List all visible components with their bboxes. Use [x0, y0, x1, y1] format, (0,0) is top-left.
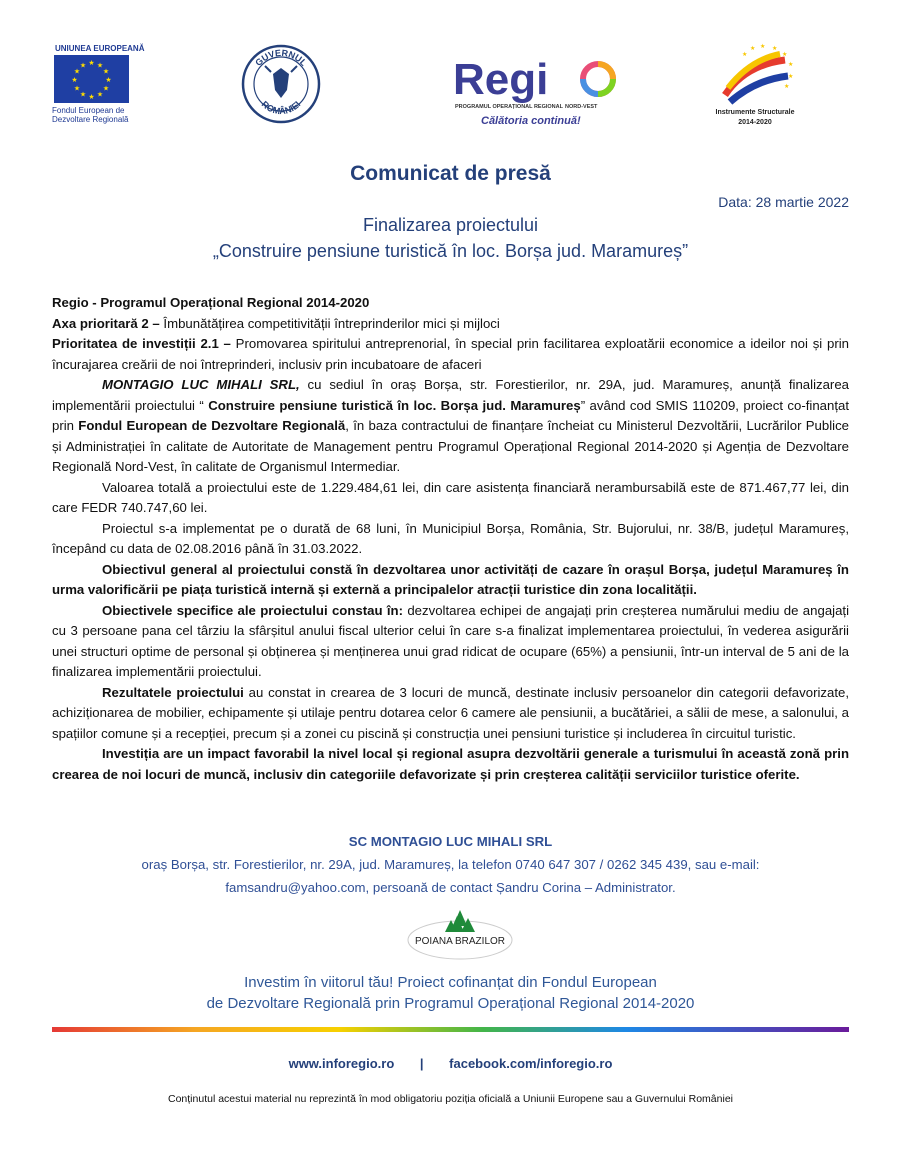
footer-separator: | [419, 1056, 424, 1071]
p1-text-c: , în baza contractului de finanțare încheiat cu Ministerul Dezvoltării, Lucrărilor Publice și Administrației în calitate de Autoritate de Management pentru Programul Operațional Regional 2014-2020 și Agenția de Dezvoltare Regională Nord-Vest, în calitate de Organismul Intermediar. [52, 418, 849, 474]
paragraph-general-objective: Obiectivul general al proiectului constă în dezvoltarea unor activități de cazare în orașul Borșa, județul Maramureș în urma valorificării pe piața turistică internă și externă a principalelor atracții turistice din zona localității. [52, 561, 849, 597]
svg-text:★: ★ [742, 51, 748, 58]
specific-objectives-text: dezvoltarea echipei de angajați prin creșterea numărului mediu de angajați cu 3 persoane pana cel târziu la sfârșitul anului fiscal ulterior celui în care s-a finalizat implementarea proiectului, în vederea asigurării unei structuri optime de personal și obținerea și menținerea unui grad ridicat de ocupare (65%) a pensiunii, într-un interval de 5 ani de la finalizarea implementării proiectului. [52, 602, 850, 679]
poiana-brazilor-label: POIANA BRAZILOR [414, 936, 506, 947]
paragraph-results [52, 683, 849, 745]
svg-text:2014-2020: 2014-2020 [738, 119, 772, 126]
svg-text:★: ★ [102, 67, 110, 76]
svg-text:★: ★ [88, 59, 95, 67]
svg-text:GUVERNUL: GUVERNUL [253, 47, 309, 68]
specific-objectives-label: Obiectivele specifice ale proiectului constau în: [102, 602, 403, 618]
eu-caption-line-1: Fondul European de [52, 106, 125, 115]
cofinancing-line-2: de Dezvoltare Regională prin Programul Operațional Regional 2014-2020 [206, 995, 695, 1012]
program-line: Regio - Programul Operațional Regional 2014-2020 [52, 295, 370, 310]
svg-text:★: ★ [73, 67, 81, 76]
svg-text:★: ★ [79, 61, 87, 70]
prioritate-text: Promovarea spiritului antreprenorial, în special prin facilitarea exploatării economice a ideilor noi și prin încurajarea creării de noi întreprinderi, inclusiv prin incubatoare de afaceri [52, 336, 849, 372]
fund-name: Fondul European de Dezvoltare Regională [78, 418, 346, 433]
results-label: Rezultatele proiectului [102, 684, 244, 700]
svg-text:★: ★ [788, 61, 794, 68]
svg-text:★: ★ [788, 73, 794, 80]
axa-text: Îmbunătățirea competitivității întreprinderilor mici și mijloci [159, 315, 500, 331]
svg-text:★: ★ [750, 45, 756, 52]
facebook-link[interactable]: facebook.com/inforegio.ro [449, 1056, 613, 1071]
svg-text:★: ★ [784, 83, 790, 90]
cofinancing-line-1: Investim în viitorul tău! Proiect cofinanțat din Fondul European [244, 974, 657, 991]
svg-text:★: ★ [760, 43, 766, 50]
paragraph-duration: Proiectul s-a implementat pe o durată de 68 luni, în Municipiul Borșa, România, Str. Bujorului, nr. 38/B, județul Maramureș, începând cu data de 02.08.2016 până în 31.03.2022. [52, 520, 849, 556]
svg-text:NORD-VEST: NORD-VEST [565, 104, 598, 110]
government-seal-icon [241, 44, 321, 124]
press-date: Data: 28 martie 2022 [718, 194, 849, 210]
svg-text:★: ★ [88, 93, 95, 101]
website-link[interactable]: www.inforegio.ro [288, 1056, 395, 1071]
project-name: Construire pensiune turistică în loc. Borșa jud. Maramureș [208, 397, 581, 413]
prioritate-investitii [52, 334, 849, 375]
svg-text:Regi: Regi [453, 55, 549, 104]
eu-flag-icon [54, 55, 129, 103]
cofinancing-statement [0, 972, 901, 1014]
contact-email-person: famsandru@yahoo.com, persoană de contact Șandru Corina – Administrator. [225, 880, 676, 895]
press-release-body [52, 293, 849, 785]
svg-text:★: ★ [782, 51, 788, 58]
regio-logo [453, 52, 623, 132]
svg-text:PROGRAMUL OPERAȚIONAL REGIONAL: PROGRAMUL OPERAȚIONAL REGIONAL [455, 104, 563, 110]
svg-text:★: ★ [102, 84, 110, 93]
subtitle-line-2: „Construire pensiune turistică în loc. Borșa jud. Maramureș” [212, 241, 689, 261]
footer-links [0, 1056, 901, 1071]
svg-text:Instrumente Structurale: Instrumente Structurale [715, 109, 795, 116]
svg-text:★: ★ [96, 61, 104, 70]
svg-text:★: ★ [71, 76, 78, 84]
disclaimer: Conținutul acestui material nu reprezintă în mod obligatoriu poziția oficială a Uniunii Europene sau a Guvernului României [168, 1093, 733, 1105]
axa-label: Axa prioritară 2 – [52, 315, 160, 331]
company-name: MONTAGIO LUC MIHALI SRL, [102, 377, 300, 392]
eu-caption-line-2: Dezvoltare Regională [52, 115, 129, 124]
contact-address: oraș Borșa, str. Forestierilor, nr. 29A, jud. Maramureș, la telefon 0740 647 307 / 0262 345 439, sau e-mail: [141, 857, 760, 872]
svg-text:★: ★ [73, 84, 81, 93]
instrumente-structurale-logo [700, 40, 810, 130]
rainbow-divider [52, 1027, 849, 1032]
poiana-brazilor-logo [405, 902, 515, 960]
paragraph-specific-objectives [52, 601, 849, 683]
prioritate-label: Prioritatea de investiții 2.1 – [52, 336, 231, 351]
paragraph-impact: Investiția are un impact favorabil la nivel local și regional asupra dezvoltării generale a turismului în această zonă prin crearea de noi locuri de muncă, inclusiv din categoriile defavorizate și prin creșterea calității serviciilor turistice oferite. [52, 746, 849, 782]
svg-text:★: ★ [772, 45, 778, 52]
svg-text:Călătoria continuă!: Călătoria continuă! [481, 115, 581, 127]
contact-block [0, 830, 901, 899]
contact-company: SC MONTAGIO LUC MIHALI SRL [348, 834, 553, 849]
svg-text:★: ★ [79, 90, 87, 99]
svg-text:★: ★ [105, 76, 112, 84]
paragraph-value: Valoarea totală a proiectului este de 1.229.484,61 lei, din care asistența financiară nerambursabilă este de 871.467,77 lei, din care FEDR 740.747,60 lei. [52, 479, 849, 515]
paragraph-company [52, 375, 849, 478]
eu-logo-caption [52, 106, 162, 124]
svg-text:ROMÂNIEI: ROMÂNIEI [259, 99, 303, 117]
eu-logo-label: UNIUNEA EUROPEANĂ [55, 44, 145, 53]
svg-text:★: ★ [96, 90, 104, 99]
subtitle-line-1: Finalizarea proiectului [362, 215, 539, 235]
p1-text-a: cu sediul în oraș Borșa, str. Forestierilor, nr. 29A, jud. Maramureș, anunță finalizarea implementării proiectului “ [52, 377, 849, 413]
page-title: Comunicat de presă [350, 162, 551, 185]
results-text: au constat in crearea de 3 locuri de muncă, destinate inclusiv persoanelor din categorii defavorizate, achiziționarea de mobilier, echipamente și utilaje pentru dotarea celor 6 camere ale pensiunii, a bucătăriei, a sălii de mese, a salonului, a spațiilor comune și a recepției, precum și a zonei cu piscină și construcția unei pensiuni turistice și includerea în circuitul turistic. [52, 684, 849, 741]
axa-prioritara [52, 314, 849, 335]
p1-text-b: ” având cod SMIS 110209, proiect co-finanțat prin [52, 397, 849, 433]
